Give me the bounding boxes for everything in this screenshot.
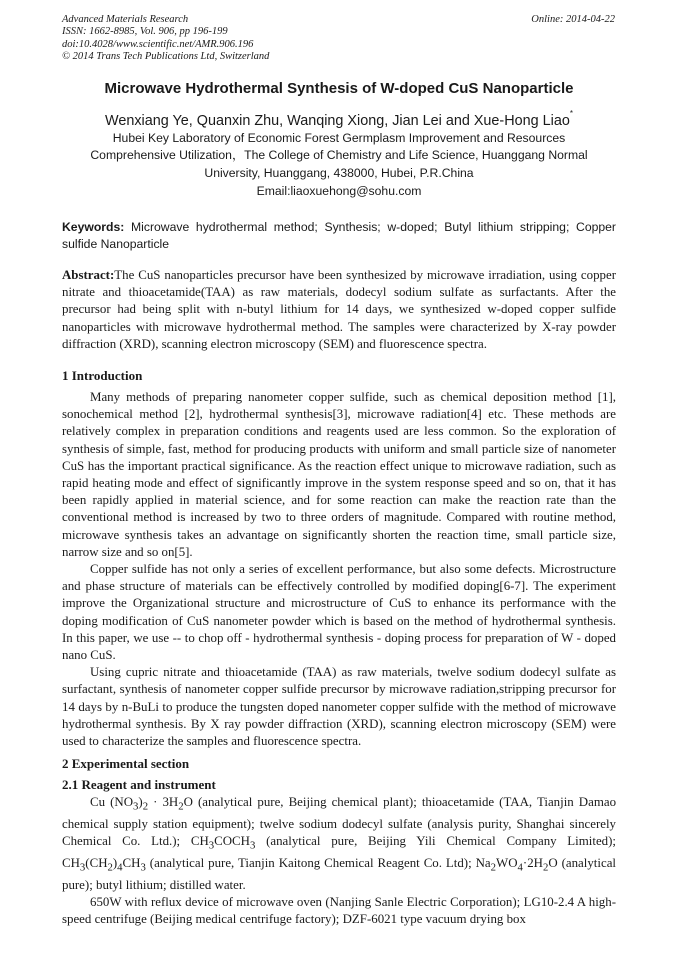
- paragraph: 650W with reflux device of microwave oven (Nanjing Sanle Electric Corporation); LG10-2.4 A high-speed centrifuge (Beijing medical centrifuge factory); DZF-6021 type vacuum drying box: [62, 894, 616, 926]
- journal-header: [62, 14, 269, 63]
- journal-doi: doi:10.4028/www.scientific.net/AMR.906.196: [62, 38, 254, 50]
- journal-name: Advanced Materials Research: [62, 14, 189, 25]
- keywords-text: Microwave hydrothermal method; Synthesis; w-doped; Butyl lithium stripping; Copper sulfide Nanoparticle: [62, 220, 616, 251]
- section-heading-introduction: 1 Introduction: [62, 368, 143, 383]
- abstract: [62, 267, 616, 353]
- introduction-body: [62, 389, 616, 750]
- abstract-label: Abstract:: [62, 268, 115, 282]
- paragraph: Copper sulfide has not only a series of excellent performance, but also some defects. Microstructure and phase structure of materials can be effectively controlled by modified doping[6-7]. The experiment improve the Organizational structure and microstructure of CuS to enhance its performance with the doping modification of CuS nanometer powder which is based on the method of hydrothermal synthesis. In this paper, we use -- to chop off - hydrothermal synthesis - doping process for preparation of W - doped nano CuS.: [62, 562, 616, 663]
- journal-copyright: © 2014 Trans Tech Publications Ltd, Switzerland: [62, 50, 270, 62]
- corresponding-mark: *: [569, 109, 573, 118]
- affiliation-line: University, Huanggang, 438000, Hubei, P.R.China: [204, 165, 474, 180]
- paper-title: Microwave Hydrothermal Synthesis of W-doped CuS Nanoparticle: [104, 80, 574, 97]
- keywords: [62, 219, 616, 253]
- author-list: [62, 105, 616, 130]
- author-email: Email:liaoxuehong@sohu.com: [256, 184, 422, 198]
- affiliation-line: Hubei Key Laboratory of Economic Forest Germplasm Improvement and Resources: [112, 131, 566, 145]
- abstract-text: The CuS nanoparticles precursor have been synthesized by microwave irradiation, using copper nitrate and thioacetamide(TAA) as raw materials, dodecyl sodium sulfate as surfactants. After the precursor had being split with n-butyl lithium for 14 days, we synthesized w-doped copper sulfide nanoparticles with microwave hydrothermal method. The samples were characterized by X-ray powder diffraction (XRD), scanning electron microscopy (SEM) and fluorescence spectra.: [62, 268, 616, 351]
- affiliation: [62, 130, 616, 182]
- section-heading-experimental: 2 Experimental section: [62, 756, 190, 771]
- subsection-heading-reagent: 2.1 Reagent and instrument: [62, 777, 216, 792]
- paragraph: Many methods of preparing nanometer copper sulfide, such as chemical deposition method [1], sonochemical method [2], hydrothermal synthesis[3], microwave radiation[4] etc. These methods are relatively complex in preparation conditions and reagents used are less common. So the exploration of synthesis of simple, fast, method for producing products with uniform and small particle size of nanometer CuS has the important practical significance. As the reaction effect unique to microwave radiation, such as rapid heating mode and effect of significantly improve in the system response speed and so on, that it has been rapidly applied in material science, and for some reaction can make the reaction rate than the conventional method is increased by two to three orders of magnitude. Compared with routine method, microwave synthesis takes an advantage on significantly shorten the reaction time, small particle size, narrow size and so on[5].: [62, 390, 616, 559]
- paragraph: Using cupric nitrate and thioacetamide (TAA) as raw materials, twelve sodium dodecyl sulfate as surfactant, synthesis of nanometer copper sulfide precursor by microwave radiation,stripping precursor for 14 days by n-BuLi to produce the tungsten doped nanometer copper sulfide with the method of microwave hydrothermal synthesis. By X ray powder diffraction (XRD), scanning electron microscopy (SEM) were used to characterize the samples and fluorescence spectra.: [62, 665, 616, 749]
- affiliation-line: Comprehensive Utilization，The College of Chemistry and Life Science, Huanggang Normal: [90, 148, 588, 163]
- paragraph: Cu $(NO_3)_2 \cdot 3H_2O$ (analytical pure, Beijing chemical plant); thioacetamide (TAA, Tianjin Damao chemical supply station equipment); twelve sodium dodecyl sulfate (analysis purity, Shanghai sincerely Chemical Co. Ltd.); $CH_3COCH_3$ (analytical pure, Beijing Yili Chemical Company Limited); $CH_3(CH_2)_4CH_3$ (analytical pure, Tianjin Kaitong Chemical Reagent Co. Ltd); $Na_2WO_4\cdot 2H_2O$ (analytical pure); butyl lithium; distilled water.: [62, 795, 617, 892]
- keywords-label: Keywords:: [62, 220, 125, 234]
- online-date: Online: 2014-04-22: [531, 14, 615, 25]
- authors-text: Wenxiang Ye, Quanxin Zhu, Wanqing Xiong, Jian Lei and Xue-Hong Liao: [105, 113, 570, 129]
- experimental-body: [62, 794, 616, 928]
- journal-issn: ISSN: 1662-8985, Vol. 906, pp 196-199: [62, 26, 228, 38]
